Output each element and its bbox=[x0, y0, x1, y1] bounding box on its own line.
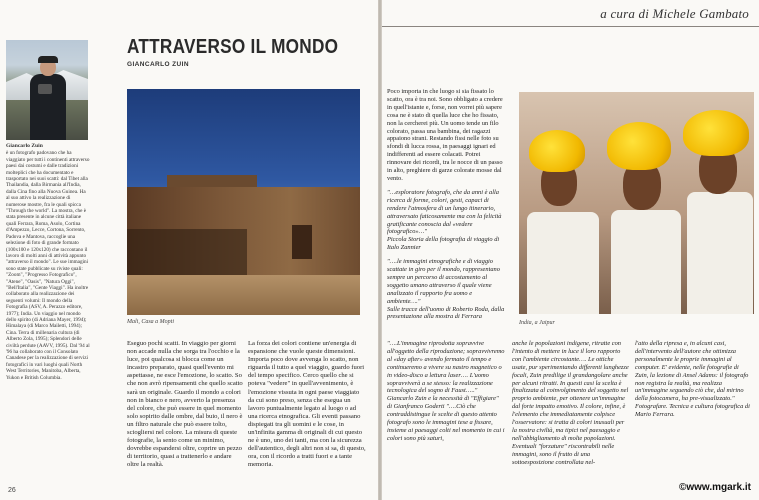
quote-1: "…esploratore fotografo, che da anni è alla ricerca di forme, colori, gesti, capaci di rendere l'atmosfera di un lungo itinerario, attraversato faticosamente ma con la felicità gratificante conoscia dal «vedere fotografico»…" bbox=[387, 188, 502, 236]
mali-ground-shape bbox=[127, 275, 360, 315]
body-column-5: anche le popolazioni indigene, ritratte con l'intento di mettere in luce il loro rapporto con l'ambiente circostante…. Le ottiche usate, pur sperimentando differenti lunghezze focali, Zuin predilige il grandangolare anche per alcuni ritratti. In questi casi la scelta è finalizzata al coinvolgimento del soggetto nel proprio ambiente, per ottenere un'immagine dal forte impatto emotivo. Il colore, infine, è l'elemento che immediatamente colpisce l'osservatore: si tratta di colori inusuali per la nostra civiltà, ma tipici nel paesaggio e nell'abbigliamento di molte popolazioni. Eventuali "forzature" riscontrabili nelle immagini, sono il frutto di una sottoesposizione controllata nel- bbox=[512, 340, 629, 466]
turban-center bbox=[607, 122, 671, 170]
quote-2-source: Sulle tracce dell'uomo di Roberto Roda, dalla presentazione alla mostra di Ferrara bbox=[387, 305, 505, 321]
website-credit: ©www.mgark.it bbox=[678, 482, 751, 493]
article-title: ATTRAVERSO IL MONDO bbox=[127, 36, 339, 58]
author-bio-text: è un fotografo padovano che ha viaggiato per tutti i continenti attraverso paesi dai costumi e dalle tradizioni molteplici che ha documentato e trasportato nei suoi scatti: dal Tibet alla Thailandia, dalla Birmania all'India, dalla Cina fino alla Nuova Guinea. Ha al suo attivo la realizzazione di numerose mostre, fra le quali spicca "Through the world". La mostra, che è stata presente in alcune città italiane quali Ferrara, Roma, Asolo, Cortina d'Ampezzo, Lecce, Cortona, Sorrento, Padova e Mantova, raccoglie una selezione di foto di grande formato (100x100 e 120x120) che raccontano il lavoro di molti anni di attività appunto "attraverso il mondo". Le sue immagini sono state pubblicate su riviste quali: "Zoom", "Progresso Fotografico", "Atene", "Oasis", "Natura Oggi", "Bell'Italia", "Gente Viaggi". Ha inoltre collaborato alla realizzazione dei seguenti volumi: Il mondo della Fotografia (ASV, A. Perazzo editore, 1977); India. Un viaggio nel mondo dello spirito (di Adriana Mayer, 1994); Himalaya (di Marco Mailetti, 1994); Cina. Terra di millenaria cultura (di Alberto Zola, 1995); Splendori delle civiltà perdute (AAVV, 1995). Dal '94 al '96 ha collaborato con il Consolato Canadese per la realizzazione di servizi fotografici in vari luoghi quali North West Territories, Manitoba, Alberta, Yukon e British Columbia. bbox=[6, 150, 90, 381]
article-byline: GIANCARLO ZUIN bbox=[127, 61, 189, 68]
man-shirt-center bbox=[611, 210, 681, 314]
turban-left bbox=[529, 130, 585, 172]
quote-1-source: Piccola Storia della fotografia di viaggio di Italo Zannier bbox=[387, 236, 500, 252]
photo-india-jaipur bbox=[519, 92, 754, 314]
quote-2: "….le immagini etnografiche e di viaggio scattate in giro per il mondo, rappresentano sempre un percorso di accostamento al soggetto umano attraverso il quale viene analizzato il rapporto fra uomo e ambiente…." bbox=[387, 258, 500, 305]
camera-icon bbox=[38, 84, 52, 94]
photo-mali-house bbox=[127, 89, 360, 315]
body-column-1: Eseguo pochi scatti. In viaggio per giorni non accade nulla che sorga tra l'occhio e la luce, poi qualcosa si blocca come un incastro preparato, quasi quell'evento mi aspettasse, ne esce l'emozione, lo scatto. So che non avrò ripensamenti che quello scatto sarà un originale. Guardo il mondo a colori non in bianco e nero, avverto la presenza del colore, che può essere in quel momento solo sopirito dalle ombre, dal buio, il nero è un filtro naturale che può essere tolto, sciogliersi nel colore. La misura di queste fotografie, la sento come un minimo, dovrebbe espandersi oltre, coprire un pezzo di territorio, quasi a trattenerlo e andare oltre la realtà. bbox=[127, 340, 243, 469]
mali-shadow-shape bbox=[127, 229, 247, 277]
mali-door-shape bbox=[292, 225, 312, 259]
photographer-figure bbox=[30, 58, 66, 140]
left-page bbox=[0, 0, 378, 500]
body-column-4: "….L'immagine riprodotta sopravvive all'oggetto della riproduzione; sopravvivremo al «day after» avendo fermato il tempo e continueremo a vivere su nastro magnetico o in video-disco a lettura laser…. L'uomo sopravviverà a se stesso: la realizzazione tecnologica del sogno di Faust….." Giancarlo Zuin e la necessità di "Effigiare" di Gianfranco Goderti "….Ciò che contraddistingue le scelte di questo attento fotografo sono le immagini tese a fissare, insieme ai paesaggi colti nel momento in cui i colori sono più saturi, bbox=[387, 340, 505, 442]
body-column-3 bbox=[387, 88, 505, 321]
body-column-6: l'atto della ripresa e, in alcuni casi, dell'intervento dell'autore che ottimizza personalmente le proprie immagini al computer. E' evidente, nelle fotografie di Zuin, la lezione di Ansel Adams: il fotografo non registra la realtà, ma realizza un'immagine seguendo ciò che, dal mirino della fotocamera, ha pre-visualizzato." Fotografare. Tecnica e cultura fotografica di Mario Ferrara. bbox=[635, 340, 750, 419]
turban-right bbox=[683, 110, 749, 156]
header-divider bbox=[382, 26, 759, 27]
man-shirt-left bbox=[527, 212, 599, 314]
page-number: 26 bbox=[8, 487, 16, 494]
man-shirt-right bbox=[687, 192, 753, 314]
right-page bbox=[382, 0, 759, 500]
photo-caption-mali: Mali, Casa a Mopti bbox=[127, 319, 175, 325]
section-header bbox=[382, 0, 759, 28]
photo-caption-india: India, a Jaipur bbox=[519, 320, 555, 326]
author-portrait bbox=[6, 40, 88, 140]
body-column-2: La forza dei colori contiene un'energia di espansione che vuole queste dimensioni. Importa poco dove avvenga lo scatto, non riguarda il tutto a quel viaggio, guardo fuori del tempo specifico. Cerco quello che si poteva "vedere" in quell'avvenimento, è l'emozione vissuta in ogni paese viaggiato da cui sono preso, senza che esegua un lavoro puntualmente legato al luogo o ad una ricerca etnografica. Gli eventi passano dispiegati tra gli uomini e le cose, in un'infinita gamma di originali di cui questo ne è uno, uno dei tanti, ma con la sicurezza dell'autentico, degli altri non si sa, di questo, ora, con il ricordo a tratti fuori e a tante memoria. bbox=[248, 340, 366, 469]
figure-hat bbox=[38, 56, 58, 63]
intro-paragraph: Poco importa in che luogo si sia fissato lo scatto, ora è tra noi. Sono obbligato a credere in quell'istante e, forse, non vorrei più sapere cosa ne è stato di quella luce che ho fissato, non la cercherei più. Un uomo tende un filo colorato, passa una bambina, dei ragazzi appaiono strani. Restando fissi nelle foto su sfondi di lucca rossa, in paesaggi ignari ed indifferenti ad essere colacati. Potrei rinnovare dei ricordi, tra le nocce di un passo in alto, preghiere di garze colorate mosse dal vento. bbox=[387, 88, 503, 182]
author-bio bbox=[6, 143, 90, 381]
section-editor: a cura di Michele Gambato bbox=[600, 6, 749, 21]
author-name: Giancarlo Zuin bbox=[6, 143, 43, 149]
